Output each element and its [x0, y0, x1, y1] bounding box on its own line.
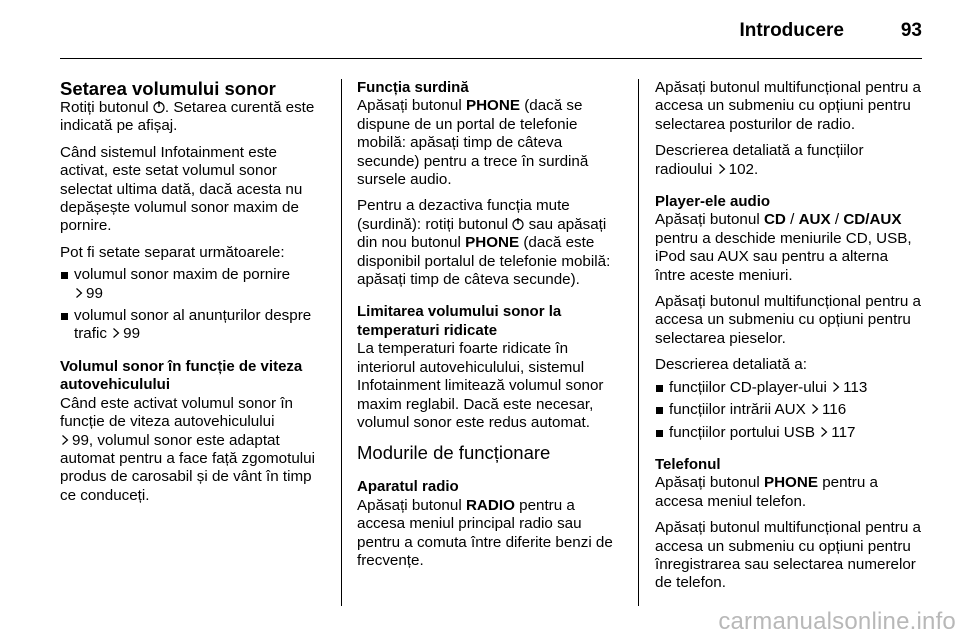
- list-item: funcțiilor portului USB 117: [655, 424, 922, 442]
- page-ref-arrow-icon: [820, 424, 828, 442]
- paragraph-radio: Apăsați butonul RADIO pentru a accesa meniul principal radio sau pentru a comuta între diferite benzi de frecvențe.: [357, 496, 613, 569]
- column-1: [60, 79, 328, 513]
- heading-speed-volume: Volumul sonor în funcție de viteza autovehiculului: [60, 357, 303, 394]
- page-header: [60, 0, 922, 59]
- settings-list: [60, 266, 328, 344]
- aux-key-label: AUX: [798, 211, 831, 229]
- heading-volume: Setarea volumului sonor: [60, 78, 276, 99]
- page-ref-arrow-icon: [811, 401, 819, 419]
- section-title: Introducere: [739, 20, 844, 41]
- paragraph-separate: Pot fi setate separat următoarele:: [60, 243, 285, 261]
- column-divider-2: [638, 79, 639, 606]
- watermark: carmanualsonline.info: [718, 608, 956, 635]
- page-ref-arrow-icon: [112, 325, 120, 343]
- paragraph-startup-volume: Când sistemul Infotainment este activat, este setat volumul sonor selectat ultima dată, dacă acesta nu depășește volumul sonor maxim de pornire.: [60, 143, 303, 235]
- paragraph-speed-volume: Când este activat volumul sonor în funcție de viteza autovehiculului 99, volumul sonor este adaptat automat pentru a face față zgomotului produs de carosabil și de vânt în timp ce conduceți.: [60, 394, 315, 504]
- phone-key-label: PHONE: [763, 474, 818, 492]
- page-ref-arrow-icon: [832, 379, 840, 397]
- cd-aux-key-label: CD/AUX: [843, 211, 902, 229]
- paragraph-temperature: La temperaturi foarte ridicate în interiorul autovehiculului, sistemul Infotainment limitează volumul sonor maxim reglabil. Dacă este necesar, volumul sonor este redus automat.: [357, 340, 604, 431]
- page-ref[interactable]: 99: [72, 431, 89, 449]
- list-item: funcțiilor CD-player-ului 113: [655, 379, 922, 397]
- page-ref-arrow-icon: [61, 432, 69, 450]
- paragraph-details: Descrierea detaliată a:: [655, 356, 807, 374]
- heading-phone: Telefonul: [655, 455, 721, 473]
- list-item: volumul sonor al anunțurilor despre trafic 99: [60, 307, 328, 344]
- page-ref-arrow-icon: [718, 161, 726, 179]
- power-knob-icon: [512, 216, 524, 233]
- paragraph-track-submenu: Apăsați butonul multifuncțional pentru a accesa un submeniu cu opțiuni pentru selectarea pieselor.: [655, 293, 921, 347]
- column-divider-1: [341, 79, 342, 606]
- list-item: funcțiilor intrării AUX 116: [655, 401, 922, 419]
- page-ref[interactable]: 116: [821, 401, 847, 419]
- page-ref[interactable]: 102: [728, 160, 754, 178]
- radio-key-label: RADIO: [465, 496, 515, 514]
- column-3: [655, 79, 922, 601]
- paragraph-players: Apăsați butonul CD / AUX / CD/AUX pentru a deschide meniurile CD, USB, iPod sau AUX sau pentru a alterna între aceste meniuri.: [655, 211, 912, 284]
- heading-players: Player-ele audio: [655, 193, 771, 211]
- page-ref[interactable]: 117: [831, 423, 856, 441]
- paragraph-station-submenu: Apăsați butonul multifuncțional pentru a accesa un submeniu cu opțiuni pentru selectarea posturilor de radio.: [655, 79, 921, 133]
- heading-mute: Funcția surdină: [357, 79, 469, 96]
- phone-key-label: PHONE: [465, 234, 520, 252]
- page-ref[interactable]: 113: [843, 378, 868, 396]
- phone-key-label: PHONE: [465, 97, 520, 115]
- page-ref[interactable]: 99: [123, 325, 141, 343]
- paragraph-volume-knob: Rotiți butonul . Setarea curentă este indicată pe afișaj.: [60, 99, 315, 135]
- page-number: 93: [900, 20, 922, 41]
- heading-temperature: Limitarea volumului sonor la temperaturi ridicate: [357, 303, 562, 339]
- heading-radio: Aparatul radio: [357, 478, 459, 496]
- cd-key-label: CD: [763, 211, 786, 229]
- details-list: [655, 379, 922, 442]
- paragraph-phone: Apăsați butonul PHONE pentru a accesa meniul telefon.: [655, 474, 878, 510]
- paragraph-radio-details: Descrierea detaliată a funcțiilor radioului 102.: [655, 142, 864, 178]
- column-2: [357, 79, 627, 578]
- page-ref[interactable]: 99: [86, 284, 103, 302]
- paragraph-phone-submenu: Apăsați butonul multifuncțional pentru a accesa un submeniu cu opțiuni pentru înregistrarea sau selectarea numerelor de telefon.: [655, 519, 921, 592]
- list-item: volumul sonor maxim de pornire 99: [60, 266, 328, 303]
- paragraph-unmute: Pentru a dezactiva funcția mute (surdină): rotiți butonul sau apăsați din nou butonul PHONE (dacă este disponibil portalul de telefonie mobilă: apăsați timp de câteva secunde).: [357, 197, 611, 289]
- paragraph-mute: Apăsați butonul PHONE (dacă se dispune de un portal de telefonie mobilă: apăsați timp de câteva secunde) pentru a trece în surdină sursele audio.: [357, 97, 589, 189]
- page-ref-arrow-icon: [75, 285, 83, 303]
- power-knob-icon: [153, 99, 165, 116]
- heading-modes: Modurile de funcționare: [357, 442, 551, 464]
